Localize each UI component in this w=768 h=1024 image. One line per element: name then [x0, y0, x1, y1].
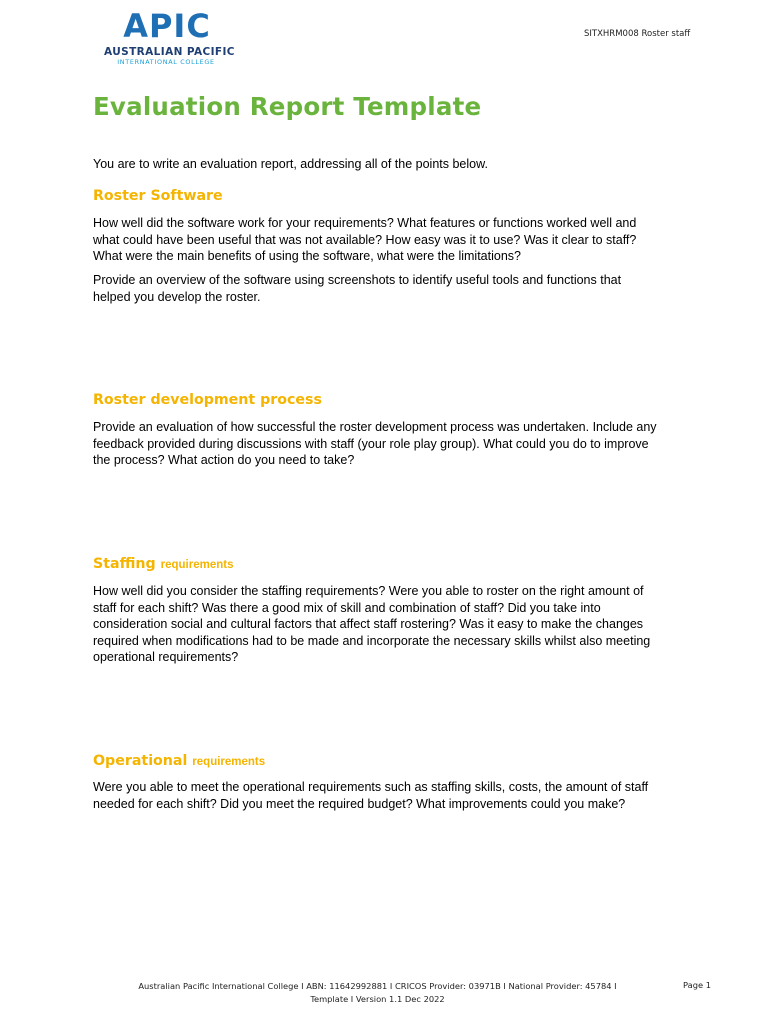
section-paragraph	[93, 419, 693, 469]
section-heading-text: Operational	[93, 753, 188, 769]
unit-code: SITXHRM008 Roster staff	[584, 29, 691, 39]
section-heading-roster-development	[93, 392, 322, 408]
logo-wordmark: APIC	[123, 7, 211, 45]
paragraph-line: operational requirements?	[93, 650, 239, 665]
document-title: Evaluation Report Template	[93, 92, 482, 121]
section-heading-operational	[93, 753, 265, 769]
logo-line-2: INTERNATIONAL COLLEGE	[117, 58, 215, 66]
paragraph-line: How well did you consider the staffing requirements? Were you able to roster on the right amount of	[93, 584, 644, 598]
college-logo	[104, 7, 235, 66]
section-paragraph	[93, 779, 693, 812]
paragraph-line: Provide an evaluation of how successful the roster development process was undertaken. Include any	[93, 420, 657, 434]
paragraph-line: How well did the software work for your requirements? What features or functions worked well and	[93, 216, 637, 230]
paragraph-line: Were you able to meet the operational requirements such as staffing skills, costs, the amount of staff	[93, 780, 649, 794]
paragraph-line: consideration social and cultural factors that affect staff rostering? Was it easy to make the changes	[93, 617, 644, 632]
page-number: Page 1	[683, 980, 712, 990]
paragraph-line: Provide an overview of the software using screenshots to identify useful tools and functions that	[93, 273, 622, 287]
section-heading-suffix: requirements	[160, 559, 234, 571]
paragraph-line: needed for each shift? Did you meet the required budget? What improvements could you make?	[93, 796, 626, 811]
intro-text: You are to write an evaluation report, addressing all of the points below.	[93, 157, 488, 171]
paragraph-line: feedback provided during discussions with staff (your role play group). What could you do to improve	[93, 436, 649, 451]
paragraph-line: what could have been useful that was not available? How easy was it to use? Was it clear to staff?	[93, 232, 637, 247]
paragraph-line: What were the main benefits of using the software, what were the limitations?	[93, 249, 521, 264]
section-heading-staffing	[93, 556, 233, 572]
paragraph-line: the process? What action do you need to take?	[93, 453, 355, 468]
footer-line: Template I Version 1.1 Dec 2022	[310, 993, 445, 1004]
paragraph-line: required when modifications had to be made and incorporate the necessary skills whilst also meeting	[93, 633, 651, 648]
section-heading-roster-software	[93, 188, 223, 204]
section-paragraph	[93, 272, 693, 305]
section-heading-text: Roster Software	[93, 188, 223, 204]
footer-line: Australian Pacific International College I ABN: 11642992881 I CRICOS Provider: 03971B I National Provider: 45784 I	[138, 981, 617, 991]
paragraph-line: staff for each shift? Was there a good mix of skill and combination of staff? Did you take into	[93, 600, 601, 615]
page-footer	[120, 980, 635, 1005]
logo-line-1: AUSTRALIAN PACIFIC	[104, 46, 235, 58]
section-paragraph	[93, 215, 693, 265]
section-paragraph	[93, 583, 693, 666]
paragraph-line: helped you develop the roster.	[93, 289, 261, 304]
section-heading-text: Roster development process	[93, 392, 322, 408]
section-heading-text: Staffing	[93, 556, 156, 572]
section-heading-suffix: requirements	[192, 756, 266, 768]
